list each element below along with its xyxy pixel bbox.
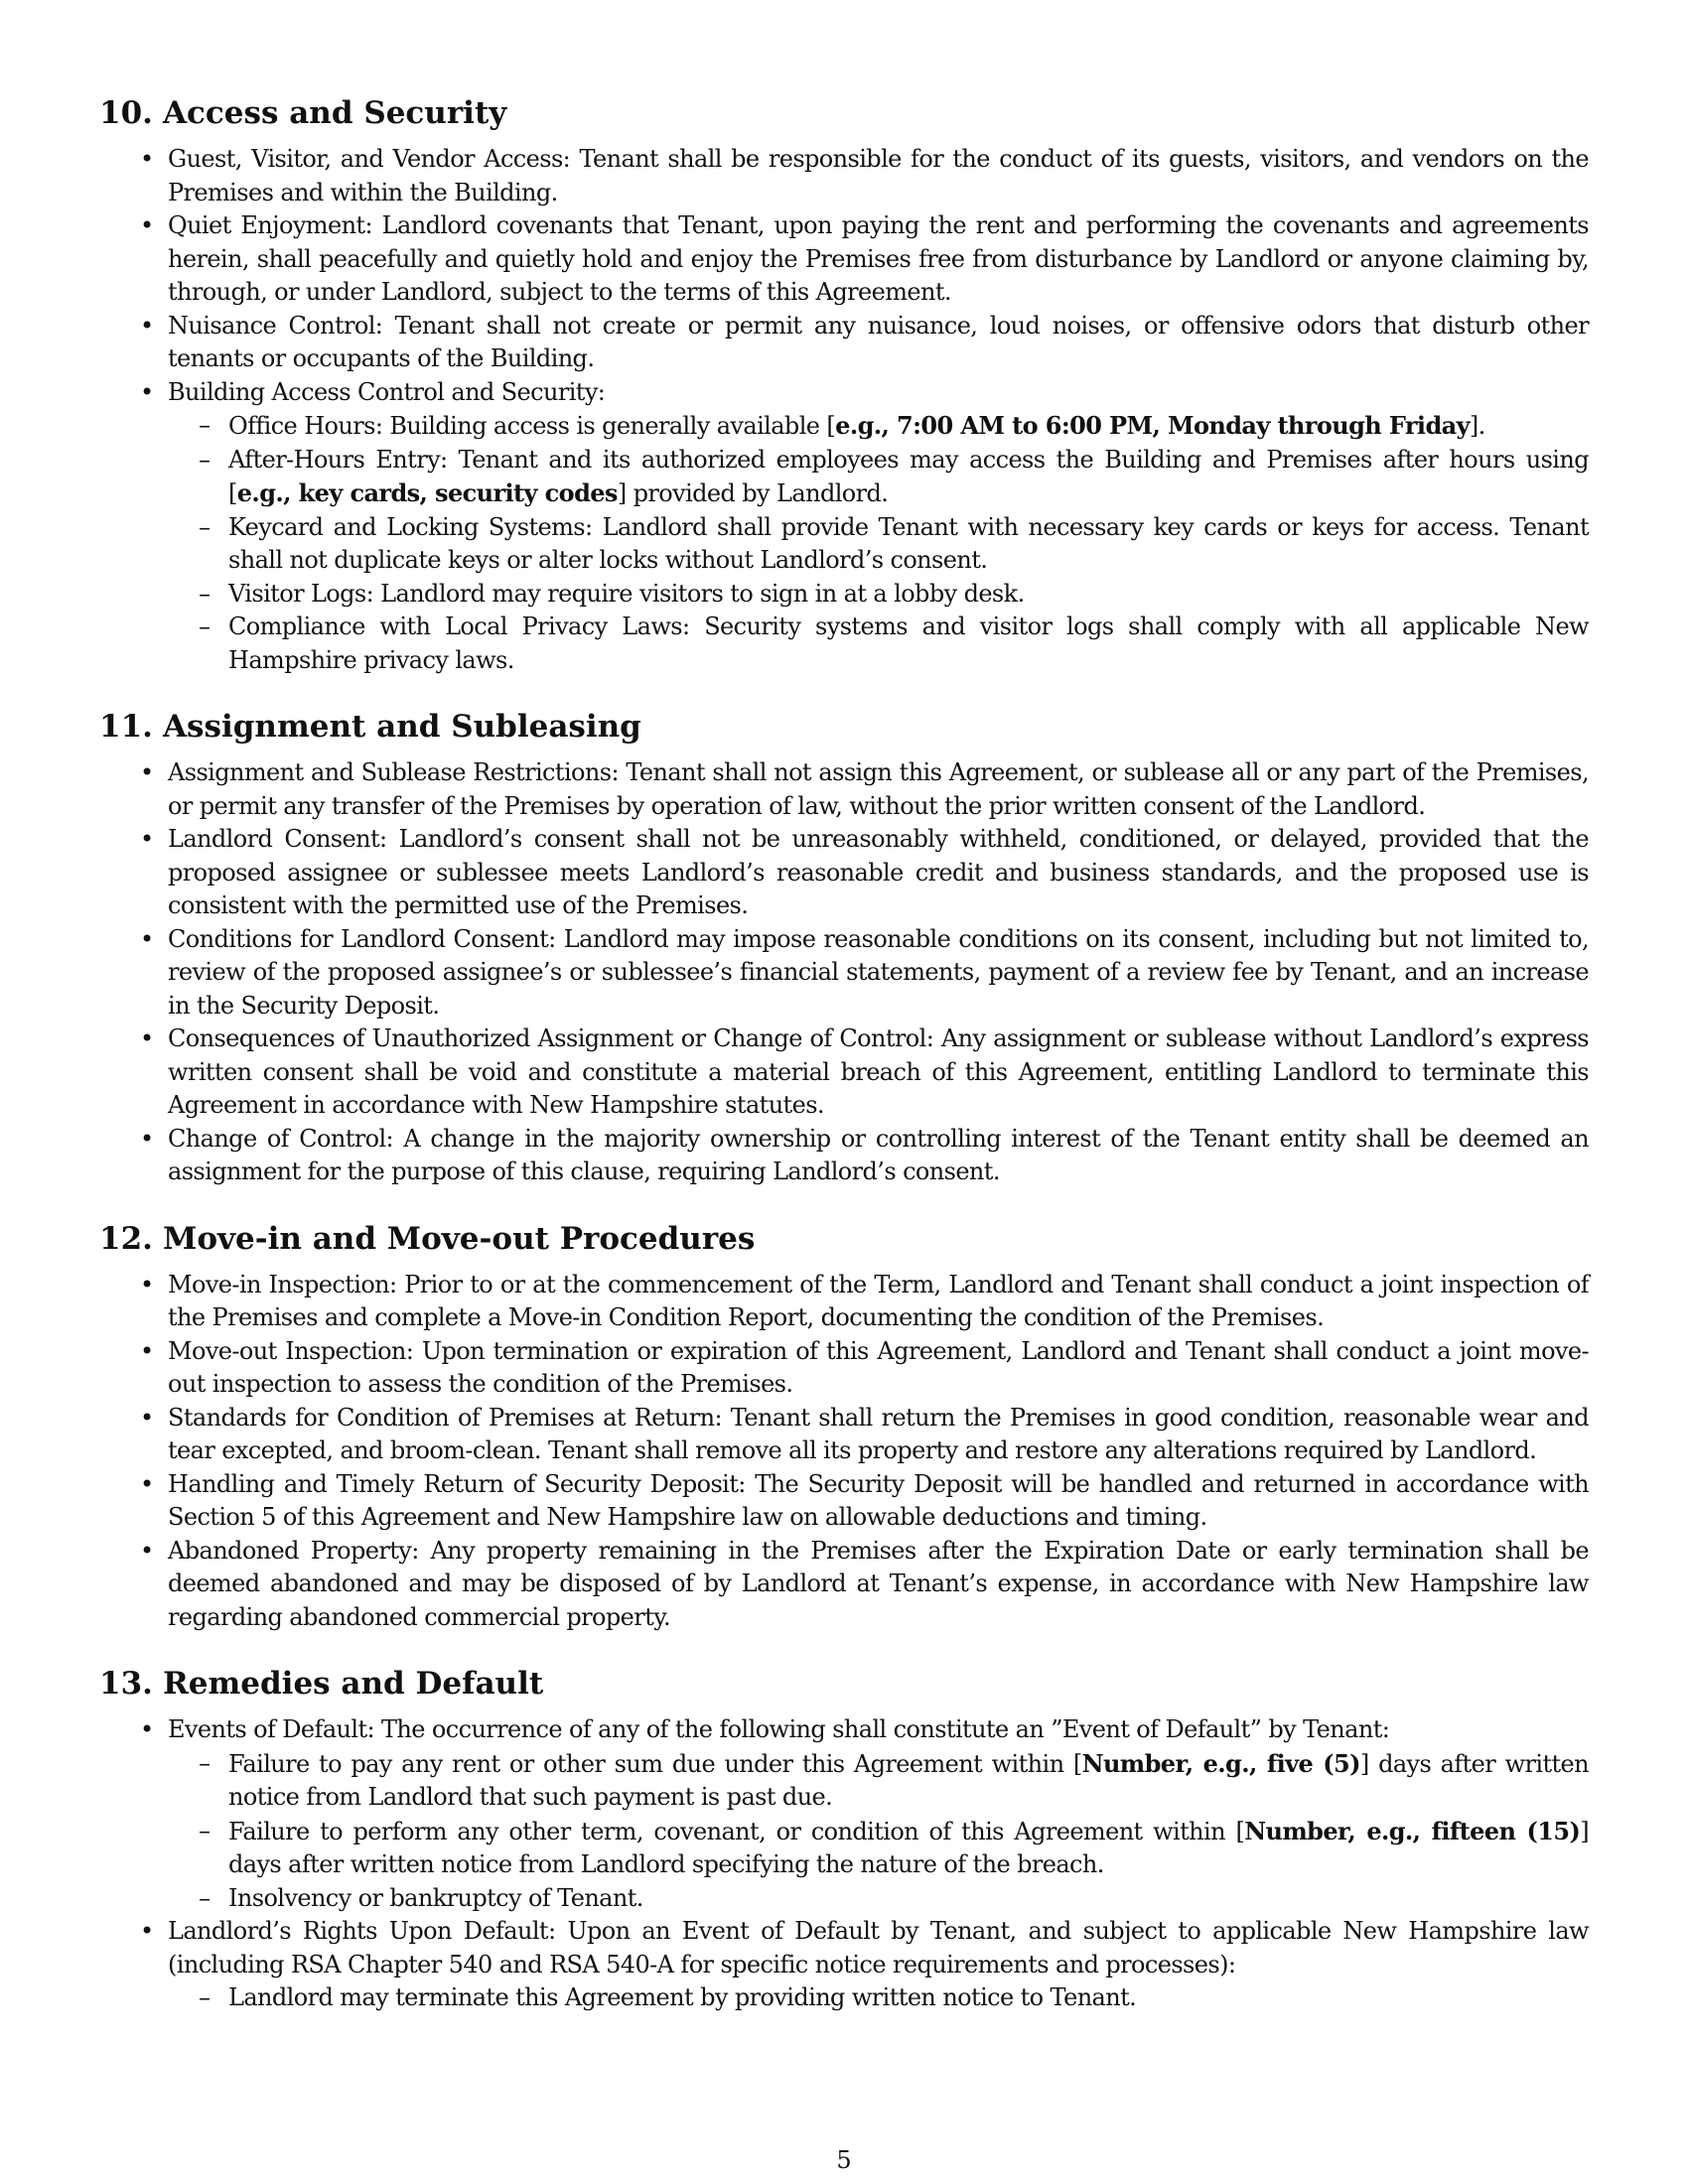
sub-list-item bbox=[228, 1981, 1589, 2015]
sub-list-item bbox=[228, 444, 1589, 511]
list-item-text: Building Access Control and Security: bbox=[168, 377, 606, 406]
list-item bbox=[168, 376, 1589, 678]
placeholder-bold: e.g., key cards, security codes bbox=[236, 478, 618, 507]
sub-list-item bbox=[228, 1882, 1589, 1916]
section-number: 12. bbox=[99, 1220, 153, 1257]
list-item: • Move-in Inspection: Prior to or at the commencement of the Term, Landlord and Tenant shall conduct a joint inspection of the Premises and complete a Move-in Condition Report, documenting the condition of the Premises. bbox=[168, 1269, 1589, 1335]
placeholder-bold: Number, e.g., fifteen (15) bbox=[1244, 1816, 1581, 1845]
section-title: Assignment and Subleasing bbox=[163, 709, 641, 745]
placeholder-bold: e.g., 7:00 AM to 6:00 PM, Monday through Friday bbox=[835, 411, 1470, 440]
sub-list-item bbox=[228, 409, 1589, 444]
list-item: • Abandoned Property: Any property remaining in the Premises after the Expiration Date or early termination shall be deemed abandoned and may be disposed of by Landlord at Tenant’s expense, in accordance with New Hampshire law regarding abandoned commercial property. bbox=[168, 1535, 1589, 1635]
sub-list-item bbox=[228, 578, 1589, 612]
sub-list-item bbox=[228, 611, 1589, 677]
sub-item-text: Compliance with Local Privacy Laws: Security systems and visitor logs shall comply with all applicable New Hampshire privacy laws. bbox=[228, 613, 1589, 674]
sub-list-item bbox=[228, 1747, 1589, 1815]
section-10 bbox=[99, 91, 1589, 677]
section-heading bbox=[99, 1662, 1589, 1706]
sub-list bbox=[168, 1981, 1589, 2015]
bullet-list bbox=[99, 756, 1589, 1189]
placeholder-bold: Number, e.g., five (5) bbox=[1081, 1748, 1360, 1778]
list-item: • Move-out Inspection: Upon termination or expiration of this Agreement, Landlord and Tenant shall conduct a joint move-out inspection to assess the condition of the Premises. bbox=[168, 1335, 1589, 1402]
sub-item-text: After-Hours Entry: Tenant and its authorized employees may access the Building and Premises after hours using [ bbox=[228, 445, 1589, 507]
section-number: 10. bbox=[99, 95, 153, 131]
sub-list bbox=[168, 1747, 1589, 1916]
document-page bbox=[99, 91, 1589, 2043]
section-title: Access and Security bbox=[163, 95, 507, 131]
section-12 bbox=[99, 1217, 1589, 1635]
list-item: • Nuisance Control: Tenant shall not create or permit any nuisance, loud noises, or offensive odors that disturb other tenants or occupants of the Building. bbox=[168, 310, 1589, 376]
list-item-text: Landlord’s Rights Upon Default: Upon an Event of Default by Tenant, and subject to applicable New Hampshire law (including RSA Chapter 540 and RSA 540-A for specific notice requirements and processes): bbox=[168, 1917, 1589, 1979]
sub-item-text: Landlord may terminate this Agreement by providing written notice to Tenant. bbox=[228, 1983, 1137, 2011]
list-item: • Standards for Condition of Premises at Return: Tenant shall return the Premises in good condition, reasonable wear and tear excepted, and broom-clean. Tenant shall remove all its property and restore any alterations required by Landlord. bbox=[168, 1402, 1589, 1468]
list-item: • Assignment and Sublease Restrictions: Tenant shall not assign this Agreement, or sublease all or any part of the Premises, or permit any transfer of the Premises by operation of law, without the prior written consent of the Landlord. bbox=[168, 756, 1589, 823]
list-item bbox=[168, 1915, 1589, 2015]
sub-list bbox=[168, 409, 1589, 677]
page-number: 5 bbox=[836, 2146, 852, 2174]
sub-item-text: Failure to pay any rent or other sum due under this Agreement within [ bbox=[228, 1749, 1082, 1778]
sub-list-item bbox=[228, 1815, 1589, 1882]
sub-item-text-end: ] provided by Landlord. bbox=[617, 479, 889, 507]
list-item: • Landlord Consent: Landlord’s consent shall not be unreasonably withheld, conditioned, or delayed, provided that the proposed assignee or sublessee meets Landlord’s reasonable credit and business standards, and the proposed use is consistent with the permitted use of the Premises. bbox=[168, 823, 1589, 923]
section-11 bbox=[99, 705, 1589, 1189]
section-heading bbox=[99, 1217, 1589, 1261]
list-item: • Quiet Enjoyment: Landlord covenants that Tenant, upon paying the rent and performing the covenants and agreements herein, shall peacefully and quietly hold and enjoy the Premises free from disturbance by Landlord or anyone claiming by, through, or under Landlord, subject to the terms of this Agreement. bbox=[168, 209, 1589, 310]
list-item-text: Events of Default: The occurrence of any of the following shall constitute an ”Event of Default” by Tenant: bbox=[168, 1715, 1390, 1743]
sub-item-text-end: ] days after written notice from Landlord specifying the nature of the breach. bbox=[228, 1817, 1589, 1878]
list-item: • Consequences of Unauthorized Assignment or Change of Control: Any assignment or sublease without Landlord’s express written consent shall be void and constitute a material breach of this Agreement, entitling Landlord to terminate this Agreement in accordance with New Hampshire statutes. bbox=[168, 1023, 1589, 1123]
section-13 bbox=[99, 1662, 1589, 2015]
sub-item-text: Visitor Logs: Landlord may require visitors to sign in at a lobby desk. bbox=[228, 579, 1025, 608]
section-title: Remedies and Default bbox=[163, 1666, 544, 1702]
bullet-list bbox=[99, 143, 1589, 677]
section-heading bbox=[99, 705, 1589, 749]
list-item: • Handling and Timely Return of Security Deposit: The Security Deposit will be handled and returned in accordance with Section 5 of this Agreement and New Hampshire law on allowable deductions and timing. bbox=[168, 1468, 1589, 1535]
sub-item-text-end: ]. bbox=[1469, 412, 1485, 440]
list-item: • Guest, Visitor, and Vendor Access: Tenant shall be responsible for the conduct of its guests, visitors, and vendors on the Premises and within the Building. bbox=[168, 143, 1589, 209]
sub-item-text-end: ] days after written notice from Landlord that such payment is past due. bbox=[228, 1749, 1590, 1811]
bullet-list bbox=[99, 1713, 1589, 2015]
sub-list-item bbox=[228, 511, 1589, 578]
list-item bbox=[168, 1713, 1589, 1915]
sub-item-text: Insolvency or bankruptcy of Tenant. bbox=[228, 1883, 643, 1912]
sub-item-text: Office Hours: Building access is generally available [ bbox=[228, 412, 836, 440]
section-number: 13. bbox=[99, 1666, 153, 1702]
sub-item-text: Failure to perform any other term, covenant, or condition of this Agreement within [ bbox=[228, 1817, 1245, 1845]
list-item: • Conditions for Landlord Consent: Landlord may impose reasonable conditions on its consent, including but not limited to, review of the proposed assignee’s or sublessee’s financial statements, payment of a review fee by Tenant, and an increase in the Security Deposit. bbox=[168, 923, 1589, 1024]
section-title: Move-in and Move-out Procedures bbox=[163, 1220, 756, 1257]
section-heading bbox=[99, 91, 1589, 135]
bullet-list bbox=[99, 1269, 1589, 1635]
sub-item-text: Keycard and Locking Systems: Landlord shall provide Tenant with necessary key cards or keys for access. Tenant shall not duplicate keys or alter locks without Landlord’s consent. bbox=[228, 512, 1589, 574]
section-number: 11. bbox=[99, 709, 153, 745]
list-item: • Change of Control: A change in the majority ownership or controlling interest of the Tenant entity shall be deemed an assignment for the purpose of this clause, requiring Landlord’s consent. bbox=[168, 1123, 1589, 1189]
